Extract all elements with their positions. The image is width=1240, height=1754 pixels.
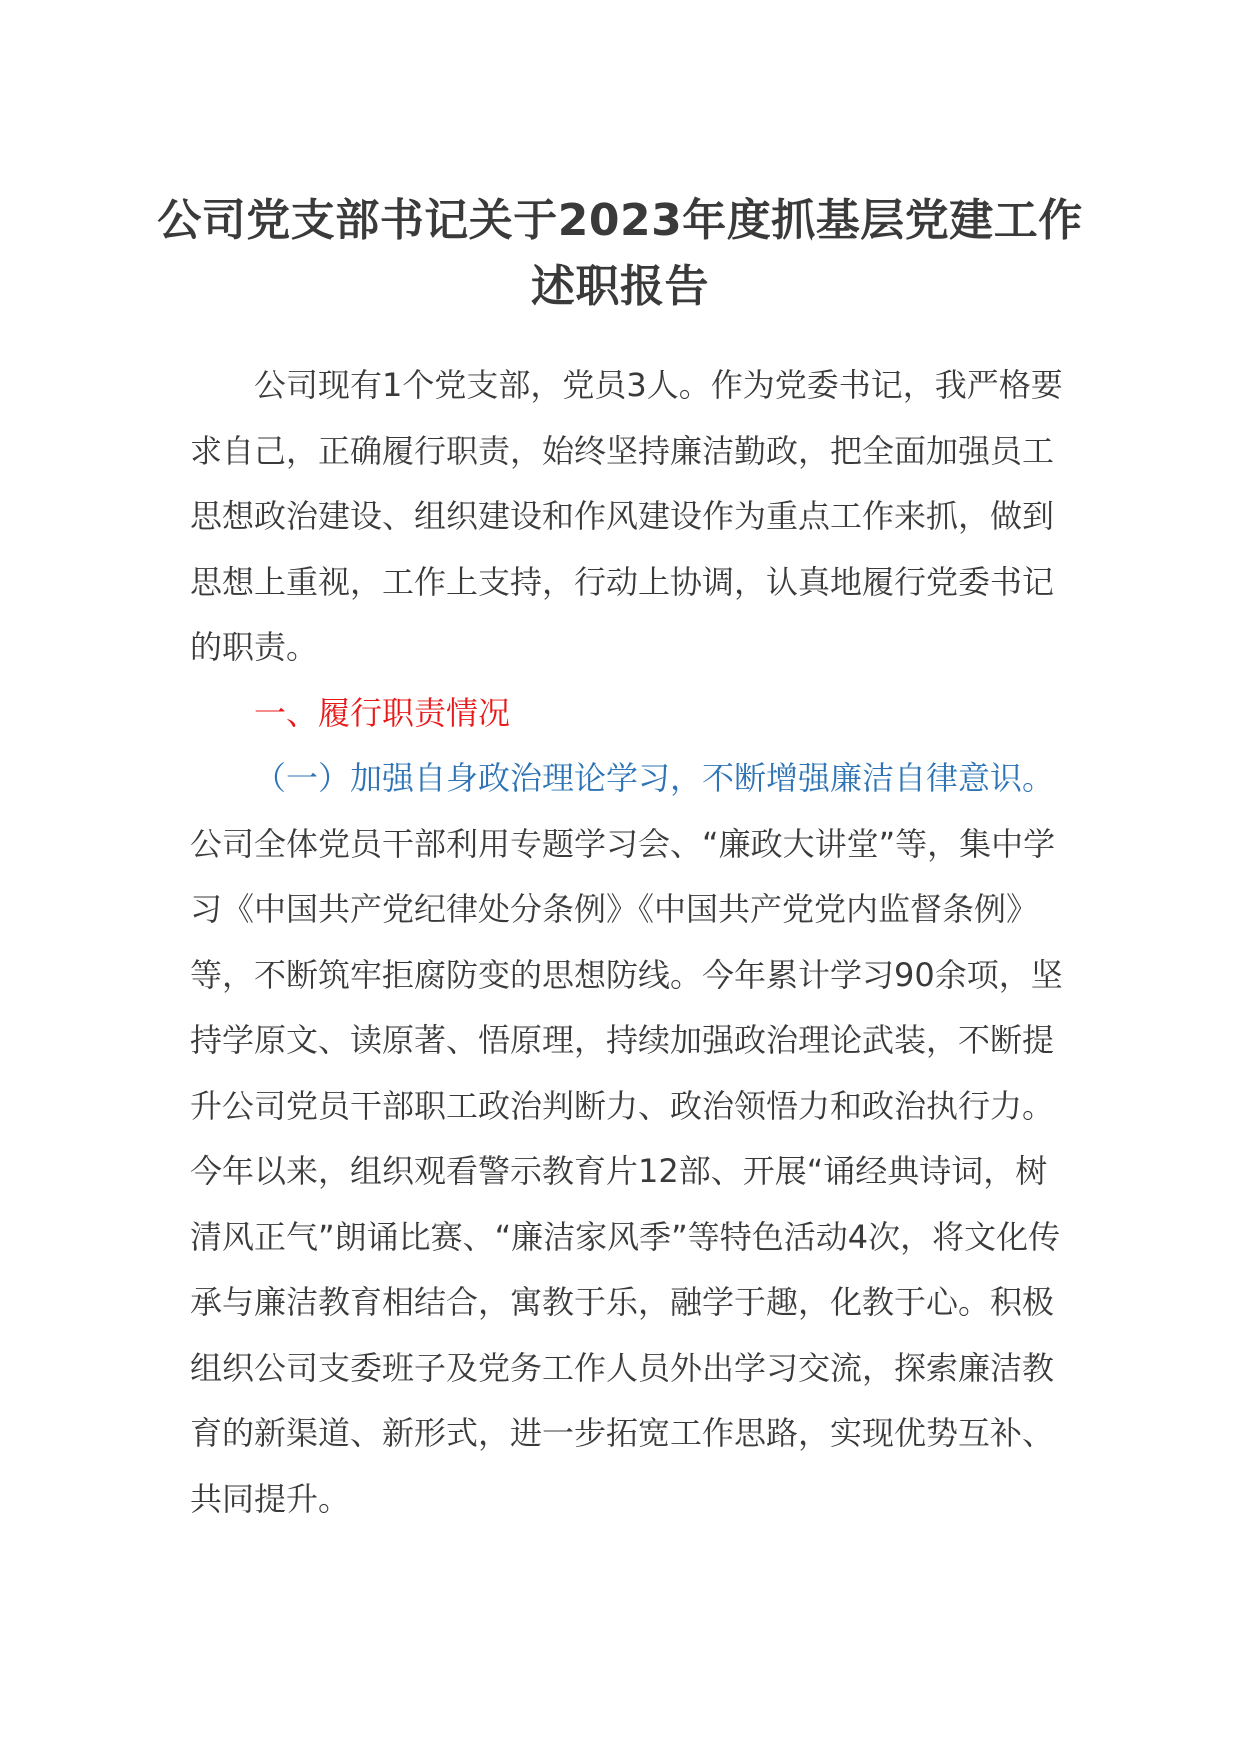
subsection-paragraph: 公司全体党员干部利用专题学习会、“廉政大讲堂”等，集中学习《中国共产党纪律处分条例》《中国共产党党内监督条例》等，不断筑牢拒腐防变的思想防线。今年累计学习90余项，坚持学原文、读原著、悟原理，持续加强政治理论武装，不断提升公司党员干部职工政治判断力、政治领悟力和政治执行力。今年以来，组织观看警示教育片12部、开展“诵经典诗词，树清风正气”朗诵比赛、“廉洁家风季”等特色活动4次，将文化传承与廉洁教育相结合，寓教于乐，融学于趣，化教于心。积极组织公司支委班子及党务工作人员外出学习交流，探索廉洁教育的新渠道、新形式，进一步拓宽工作思路，实现优势互补、共同提升。 — [190, 824, 1063, 1518]
section-heading: 一、履行职责情况 — [254, 693, 511, 732]
document-title: 公司党支部书记关于2023年度抓基层党建工作述职报告 — [157, 195, 1083, 312]
intro-paragraph: 公司现有1个党支部，党员3人。作为党委书记，我严格要求自己，正确履行职责，始终坚持廉洁勤政，把全面加强员工思想政治建设、组织建设和作风建设作为重点工作来抓，做到思想上重视，工作上支持，行动上协调，认真地履行党委书记的职责。 — [190, 366, 1063, 666]
document-body — [190, 353, 1070, 1532]
subsection-heading: （一）加强自身政治理论学习，不断增强廉洁自律意识。 — [254, 759, 1055, 797]
